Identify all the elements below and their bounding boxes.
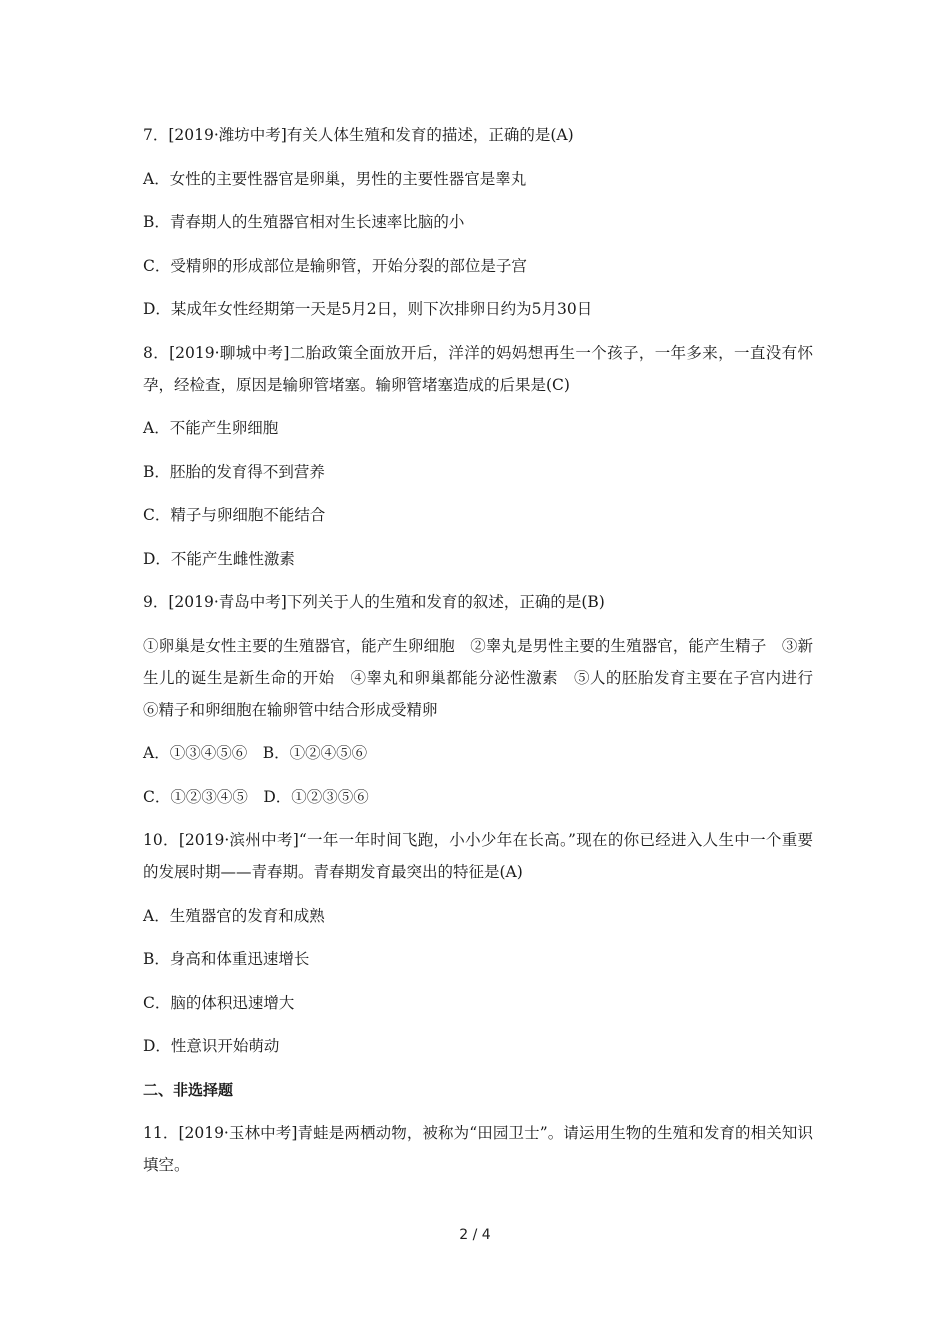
question-7-option-c: C．受精卵的形成部位是输卵管，开始分裂的部位是子宫 bbox=[143, 256, 527, 275]
question-8-option-c: C．精子与卵细胞不能结合 bbox=[143, 506, 326, 524]
question-7-option-b: B．青春期人的生殖器官相对生长速率比脑的小 bbox=[143, 213, 465, 231]
question-7-option-d: D．某成年女性经期第一天是5月2日，则下次排卵日约为5月30日 bbox=[143, 300, 593, 318]
page-number: 2 / 4 bbox=[459, 1227, 491, 1243]
question-9-options-cd: C．①②③④⑤ D．①②③⑤⑥ bbox=[143, 787, 369, 806]
question-7-stem: 7．[2019·潍坊中考]有关人体生殖和发育的描述，正确的是(A) bbox=[143, 126, 574, 144]
question-8-option-a: A．不能产生卵细胞 bbox=[143, 419, 279, 437]
question-9-stem: 9．[2019·青岛中考]下列关于人的生殖和发育的叙述，正确的是(B) bbox=[143, 593, 605, 611]
question-10-option-d: D．性意识开始萌动 bbox=[143, 1037, 280, 1055]
document-page bbox=[143, 124, 829, 1198]
question-7-option-a: A．女性的主要性器官是卵巢，男性的主要性器官是睾丸 bbox=[143, 169, 527, 188]
question-8-stem: 8．[2019·聊城中考]二胎政策全面放开后，洋洋的妈妈想再生一个孩子，一年多来，一直没有怀孕，经检查，原因是输卵管堵塞。输卵管堵塞造成的后果是(C) bbox=[143, 343, 813, 394]
question-10-option-b: B．身高和体重迅速增长 bbox=[143, 950, 310, 968]
question-10-stem: 10．[2019·滨州中考]“一年一年时间飞跑，小小少年在长高。”现在的你已经进入人生中一个重要的发展时期——青春期。青春期发育最突出的特征是(A) bbox=[143, 831, 813, 881]
section-heading: 二、非选择题 bbox=[143, 1080, 234, 1099]
question-9-statements: ①卵巢是女性主要的生殖器官，能产生卵细胞 ②睾丸是男性主要的生殖器官，能产生精子 ③新生儿的诞生是新生命的开始 ④睾丸和卵巢都能分泌性激素 ⑤人的胚胎发育主要在子宫内进行 ⑥精子和卵细胞在输卵管中结合形成受精卵 bbox=[143, 636, 829, 719]
question-10-option-c: C．脑的体积迅速增大 bbox=[143, 993, 295, 1012]
question-8-option-d: D．不能产生雌性激素 bbox=[143, 549, 295, 568]
question-9-options-ab: A．①③④⑤⑥ B．①②④⑤⑥ bbox=[143, 744, 368, 762]
question-10-option-a: A．生殖器官的发育和成熟 bbox=[143, 906, 325, 925]
question-11-stem: 11．[2019·玉林中考]青蛙是两栖动物，被称为“田园卫士”。请运用生物的生殖和发育的相关知识填空。 bbox=[143, 1124, 813, 1174]
question-8-option-b: B．胚胎的发育得不到营养 bbox=[143, 462, 325, 481]
